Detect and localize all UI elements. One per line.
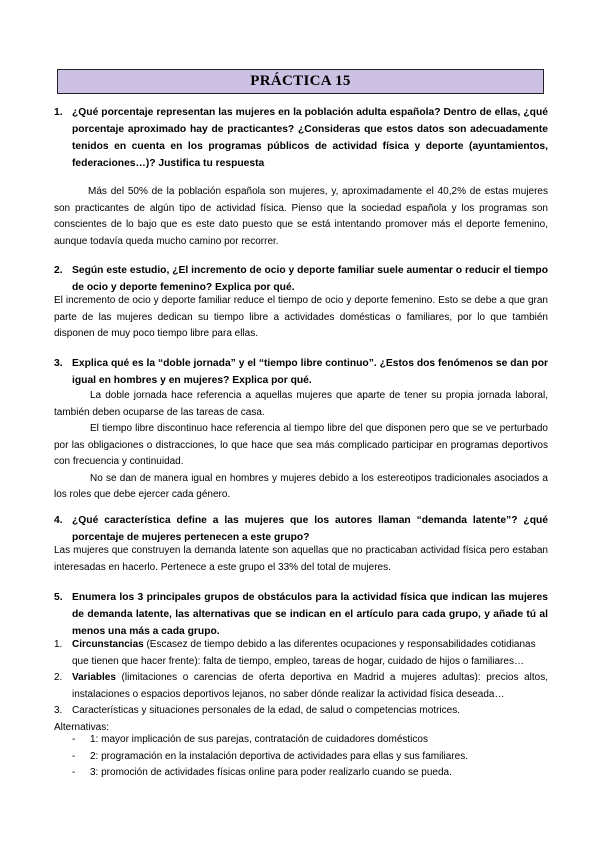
- alternative-text: 1: mayor implicación de sus parejas, contratación de cuidadores domésticos: [90, 734, 428, 745]
- answer-1: [54, 184, 548, 250]
- question-text: ¿Qué característica define a las mujeres que los autores llaman “demanda latente”? ¿qué porcentaje de mujeres pertenecen a este grupo?: [72, 515, 548, 543]
- answer-paragraph: No se dan de manera igual en hombres y mujeres debido a los estereotipos tradicionales asociados a los roles que debe ejercer cada género.: [54, 472, 548, 500]
- obstacle-text: (Escasez de tiempo debido a las diferentes ocupaciones y responsabilidades cotidianas que tienen que hacer frente): falta de tiempo, empleo, tareas de hogar, cuidado de hijos o familiares…: [72, 639, 536, 667]
- question-text: Enumera los 3 principales grupos de obstáculos para la actividad física que indican las mujeres de demanda latente, las alternativas que se indican en el artículo para cada grupo, y añade tú al menos una más a cada grupo.: [72, 592, 548, 637]
- bullet-dash: -: [72, 767, 76, 778]
- obstacle-item-2: [54, 670, 548, 703]
- alternative-item: [72, 732, 542, 749]
- answer-3: [54, 388, 548, 504]
- answer-paragraph: El tiempo libre discontinuo hace referencia al tiempo libre del que disponen pero que se ve perturbado por las obligaciones o distracciones, lo que hace que sea más complicado participar en programas deportivos con frecuencia y continuidad.: [54, 423, 548, 467]
- obstacle-name: Circunstancias: [72, 639, 144, 650]
- question-number: 5.: [54, 592, 63, 603]
- question-number: 4.: [54, 515, 63, 526]
- obstacle-number: 3.: [54, 705, 63, 716]
- page-title-text: PRÁCTICA 15: [250, 73, 351, 89]
- question-number: 3.: [54, 358, 63, 369]
- answer-4: [54, 543, 548, 576]
- answer-paragraph: La doble jornada hace referencia a aquellas mujeres que aparte de tener su propia jornada laboral, también deben ocuparse de las tareas de casa.: [54, 390, 548, 418]
- alternative-item: [72, 765, 542, 782]
- question-number: 1.: [54, 107, 63, 118]
- answer-2: [54, 293, 548, 343]
- question-text: Según este estudio, ¿El incremento de ocio y deporte familiar suele aumentar o reducir el tiempo de ocio y deporte femenino? Explica por qué.: [72, 265, 548, 293]
- answer-paragraph: Más del 50% de la población española son mujeres, y, aproximadamente el 40,2% de estas mujeres son practicantes de algún tipo de actividad física. Pienso que la sociedad española y los programas son conscientes de lo bajo que es este dato puesto que se está intentando promover más el deporte femenino, aunque todavía queda mucho camino por recorrer.: [54, 186, 548, 247]
- answer-paragraph: El incremento de ocio y deporte familiar reduce el tiempo de ocio y deporte femenino. Esto se debe a que gran parte de las mujeres dedican su tiempo libre a actividades domésticas o familiares, por lo que también disponen de muy poco tiempo libre para ellas.: [54, 295, 548, 339]
- alternatives-list: [72, 732, 542, 782]
- alternative-text: 3: promoción de actividades físicas online para poder realizarlo cuando se pueda.: [90, 767, 452, 778]
- obstacle-item-3: [54, 703, 548, 720]
- obstacle-name: Variables: [72, 672, 116, 683]
- obstacle-item-1: [54, 637, 548, 670]
- question-text: Explica qué es la “doble jornada” y el “tiempo libre continuo”. ¿Estos dos fenómenos se dan por igual en hombres y en mujeres? Explica por qué.: [72, 358, 548, 386]
- question-text: ¿Qué porcentaje representan las mujeres en la población adulta española? Dentro de ellas, ¿qué porcentaje aproximado hay de practicantes? ¿Consideras que estos datos son adecuadamente tenidos en cuenta en los programas públicos de actividad física y deporte (ayuntamientos, federaciones…)? Justifica tu respuesta: [72, 107, 548, 169]
- question-number: 2.: [54, 265, 63, 276]
- page-title: [57, 69, 544, 94]
- bullet-dash: -: [72, 734, 76, 745]
- answer-paragraph: Las mujeres que construyen la demanda latente son aquellas que no practicaban actividad física pero estaban interesadas en hacerlo. Pertenece a este grupo el 33% del total de mujeres.: [54, 545, 548, 573]
- obstacle-number: 2.: [54, 672, 63, 683]
- alternative-text: 2: programación en la instalación deportiva de actividades para ellas y sus familiares.: [90, 750, 468, 762]
- obstacle-number: 1.: [54, 639, 63, 650]
- bullet-dash: -: [72, 750, 76, 762]
- obstacle-text: (limitaciones o carencias de oferta deportiva en Madrid a mujeres adultas): precios altos, instalaciones o espacios deportivos lejanos, no saber dónde realizar la actividad física deseada…: [72, 672, 548, 700]
- obstacles-list: [54, 637, 548, 736]
- alternatives-label: Alternativas:: [54, 721, 110, 733]
- alternative-item: [72, 749, 542, 766]
- obstacle-text: Características y situaciones personales de la edad, de salud o competencias motrices.: [72, 705, 460, 716]
